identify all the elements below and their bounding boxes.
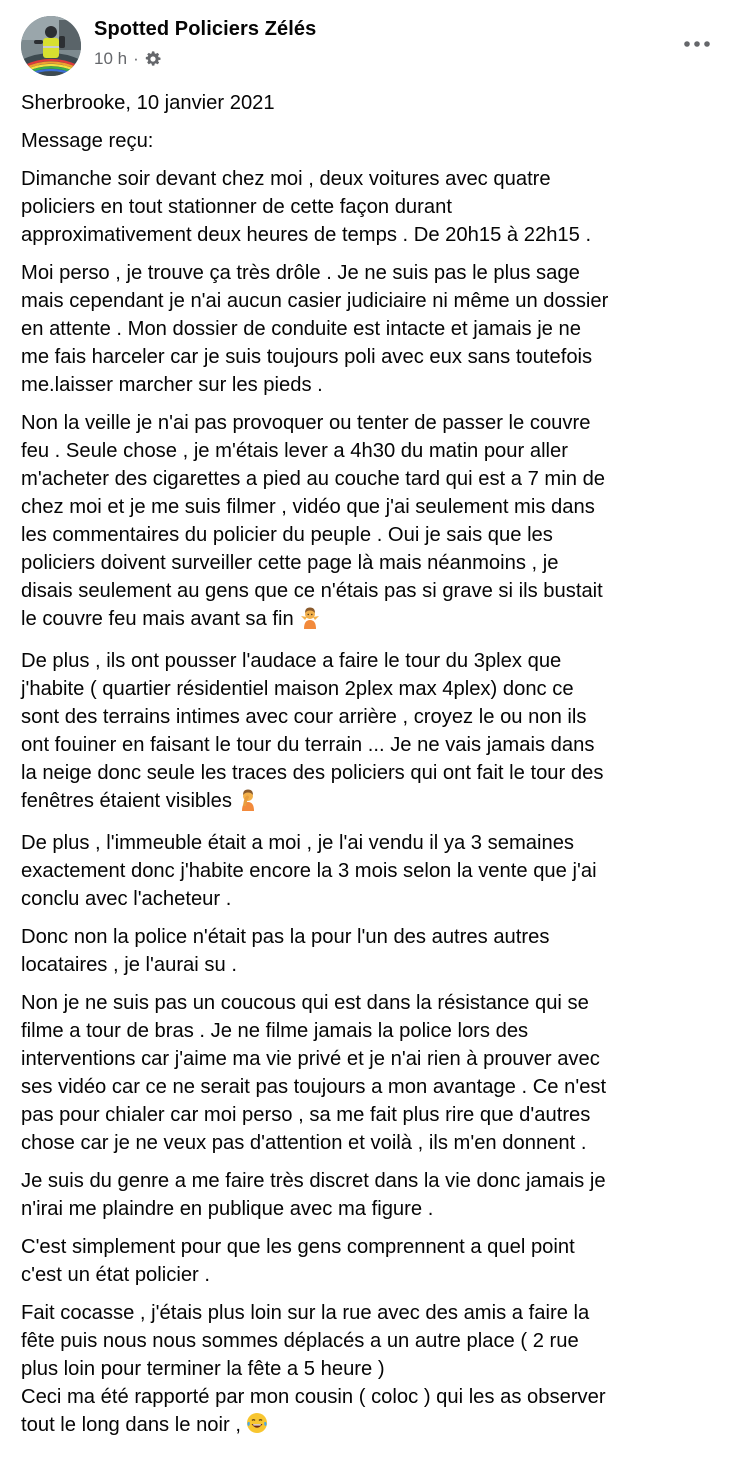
post-paragraph [21,647,729,819]
post-text-line: feu . Seule chose , je m'étais lever a 4h30 du matin pour aller [21,440,568,462]
post-text-line: c'est un état policier . [21,1264,211,1286]
avatar-image [21,16,81,76]
post-text-line: approximativement deux heures de temps . De 20h15 à 22h15 . [21,224,592,246]
post-text-line: Ceci ma été rapporté par mon cousin ( coloc ) qui les as observer [21,1386,606,1408]
post-text-line: locataires , je l'aurai su . [21,954,237,976]
post-text-line: ont fouiner en faisant le tour du terrain ... Je ne vais jamais dans [21,734,595,756]
post-text-line: tout le long dans le noir , [21,1411,729,1443]
post-text-line: plus loin pour terminer la fête a 5 heure ) [21,1358,385,1380]
post-text-line: la neige donc seule les traces des policiers qui ont fait le tour des [21,762,604,784]
post-text-line: me fais harceler car je suis toujours poli avec eux sans toutefois [21,346,593,368]
post-text-line: filme a tour de bras . Je ne filme jamais la police lors des [21,1020,529,1042]
post-text-line: m'acheter des cigarettes a pied au couche tard qui est a 7 min de [21,468,606,490]
laughing-tears-emoji [245,1411,269,1443]
post-paragraph [21,89,729,117]
post-paragraph [21,1233,729,1289]
post-paragraph [21,1299,729,1443]
post-text-line: en attente . Mon dossier de conduite est intacte et jamais je ne [21,318,581,340]
post-paragraph [21,829,729,913]
page-name[interactable]: Spotted Policiers Zélés [94,18,317,40]
person-facepalming-emoji [236,787,260,819]
post-text-line: fenêtres étaient visibles [21,787,729,819]
post-text-line: Non la veille je n'ai pas provoquer ou tenter de passer le couvre [21,412,591,434]
post-text-line: j'habite ( quartier résidentiel maison 2plex max 4plex) donc ce [21,678,574,700]
post-text-line: Moi perso , je trouve ça très drôle . Je ne suis pas le plus sage [21,262,580,284]
post-text-line: pas pour chialer car moi perso , sa me fait plus rire que d'autres [21,1104,591,1126]
post-text-line: Je suis du genre a me faire très discret dans la vie donc jamais je [21,1170,606,1192]
post-text-line: fête puis nous nous sommes déplacés a un autre place ( 2 rue [21,1330,579,1352]
more-horizontal-icon [683,40,711,48]
post-paragraph [21,1167,729,1223]
page-avatar[interactable] [21,16,81,76]
post-header [0,0,744,90]
post-text-line: n'irai me plaindre en publique avec ma figure . [21,1198,434,1220]
post-paragraph [21,923,729,979]
post-text-line: Sherbrooke, 10 janvier 2021 [21,92,275,114]
more-options-button[interactable] [676,26,718,62]
post-text-line: chose car je ne veux pas d'attention et voilà , ils m'en donnent . [21,1132,587,1154]
post-paragraph [21,989,729,1157]
post-text-line: exactement donc j'habite encore la 3 mois selon la vente que j'ai [21,860,597,882]
post-text-line: conclu avec l'acheteur . [21,888,232,910]
post-text-line: chez moi et je me suis filmer , vidéo que j'ai seulement mis dans [21,496,595,518]
post-paragraph [21,259,729,399]
post-text-line: les commentaires du policier du peuple . Oui je sais que les [21,524,553,546]
person-shrugging-emoji [298,605,322,637]
post-text-line: De plus , l'immeuble était a moi , je l'ai vendu il ya 3 semaines [21,832,575,854]
post-text-line: policiers en tout stationner de cette façon durant [21,196,452,218]
post-text-line: Non je ne suis pas un coucous qui est dans la résistance qui se [21,992,589,1014]
post-paragraph [21,165,729,249]
post-paragraph [21,409,729,637]
post-text-line: Dimanche soir devant chez moi , deux voitures avec quatre [21,168,551,190]
post-text-line: De plus , ils ont pousser l'audace a faire le tour du 3plex que [21,650,562,672]
post-text-line: Message reçu: [21,130,154,152]
post-meta [94,48,162,70]
post-text-line: sont des terrains intimes avec cour arrière , croyez le ou non ils [21,706,587,728]
post-text-line: Donc non la police n'était pas la pour l'un des autres autres [21,926,550,948]
post-text-line: ses vidéo car ce ne serait pas toujours a mon avantage . Ce n'est [21,1076,607,1098]
post-text-line: C'est simplement pour que les gens comprennent a quel point [21,1236,575,1258]
post-text-line: mais cependant je n'ai aucun casier judiciaire ni même un dossier [21,290,609,312]
post-text-line: Fait cocasse , j'étais plus loin sur la rue avec des amis a faire la [21,1302,590,1324]
post-text-line: disais seulement au gens que ce n'étais pas si grave si ils bustait [21,580,603,602]
post-text-line: interventions car j'aime ma vie privé et je n'ai rien à prouver avec [21,1048,600,1070]
post-body [21,89,729,1453]
post-text-line: le couvre feu mais avant sa fin [21,605,729,637]
post-paragraph [21,127,729,155]
post-text-line: me.laisser marcher sur les pieds . [21,374,323,396]
post-timestamp[interactable]: 10 h [94,49,128,68]
post-text-line: policiers doivent surveiller cette page là mais néanmoins , je [21,552,559,574]
gear-icon [144,50,162,68]
meta-separator: · [133,49,139,68]
